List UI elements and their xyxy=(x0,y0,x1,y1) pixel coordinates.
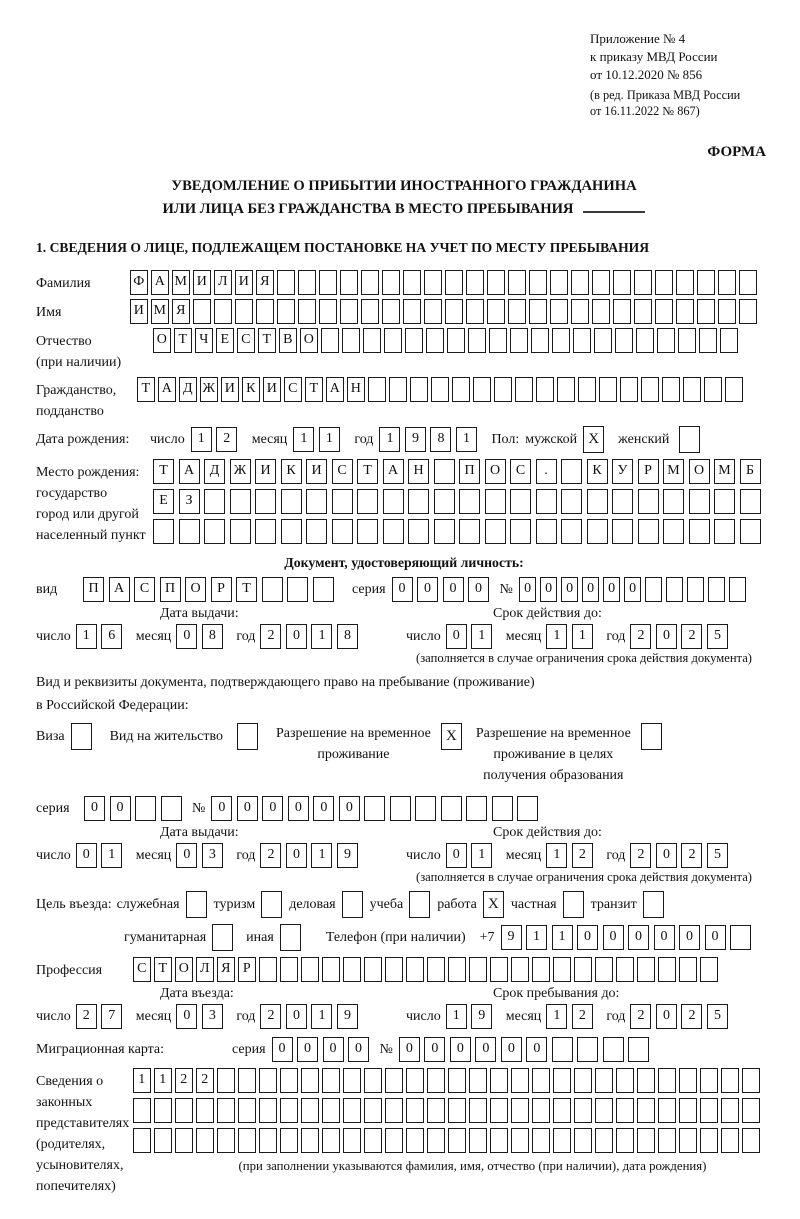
residence-issue-day-boxes[interactable]: 0 1 xyxy=(76,843,127,868)
purpose-sluzhebnaya-checkbox[interactable] xyxy=(186,891,207,918)
residence-issue-month-boxes[interactable]: 0 3 xyxy=(176,843,227,868)
id-doc-date-headings xyxy=(36,606,772,622)
id-doc-heading: Документ, удостоверяющий личность: xyxy=(284,555,524,571)
id-valid-year-boxes[interactable]: 2 0 2 5 xyxy=(630,624,732,649)
residence-valid-year-boxes[interactable]: 2 0 2 5 xyxy=(630,843,732,868)
citizenship-label: Гражданство, подданство xyxy=(36,383,117,420)
id-doc-kind-label: вид xyxy=(36,581,58,597)
migration-number-boxes[interactable]: 0 0 0 0 0 0 xyxy=(399,1037,654,1062)
purpose-option-rabota: работа X xyxy=(437,891,504,918)
temp-residence-edu-checkbox[interactable] xyxy=(641,723,662,750)
migration-series-label: серия xyxy=(232,1041,266,1057)
residence-valid-group: число 0 1 месяц 1 2 год 2 0 2 5 xyxy=(406,843,741,868)
residence-permit-label: Вид на жительство xyxy=(109,728,223,744)
migration-number-label: № xyxy=(379,1041,393,1057)
residence-series-boxes[interactable]: 0 0 xyxy=(84,796,186,821)
id-doc-series-label: серия xyxy=(352,581,386,597)
id-issue-day-boxes[interactable]: 1 6 xyxy=(76,624,127,649)
purpose-option-ucheba: учеба xyxy=(370,891,431,918)
temp-residence-option xyxy=(276,723,462,765)
day-label: число xyxy=(150,431,185,447)
purpose-option-delovaya: деловая xyxy=(289,891,362,918)
guardians-boxes-col xyxy=(133,1068,772,1176)
id-doc-valid-heading: Срок действия до: xyxy=(493,606,602,622)
temp-residence-edu-label: Разрешение на временное проживание в целях получения образования xyxy=(475,726,631,783)
patronymic-boxes[interactable]: О Т Ч Е С Т В О xyxy=(153,328,741,353)
stay-month-boxes[interactable]: 1 2 xyxy=(546,1004,597,1029)
purpose-inaya-checkbox[interactable] xyxy=(280,924,301,951)
annex-note-line: (в ред. Приказа МВД России xyxy=(590,87,741,102)
birthplace-boxes-row3[interactable] xyxy=(153,519,765,544)
residence-valid-month-boxes[interactable]: 1 2 xyxy=(546,843,597,868)
entry-date-headings xyxy=(36,986,772,1002)
visa-option xyxy=(36,723,92,750)
id-doc-series-boxes[interactable]: 0 0 0 0 xyxy=(392,577,494,602)
visa-checkbox[interactable] xyxy=(71,723,92,750)
purpose-delovaya-checkbox[interactable] xyxy=(342,891,363,918)
purpose-ucheba-checkbox[interactable] xyxy=(409,891,430,918)
residence-dates-row xyxy=(36,843,772,868)
firstname-row xyxy=(36,299,772,324)
purpose-tranzit-checkbox[interactable] xyxy=(643,891,664,918)
form-title-line2: ИЛИ ЛИЦА БЕЗ ГРАЖДАНСТВА В МЕСТО ПРЕБЫВАНИЯ xyxy=(36,198,772,221)
profession-boxes[interactable]: С Т О Л Я Р xyxy=(133,957,721,982)
purpose-option-turizm: туризм xyxy=(214,891,283,918)
purpose-row2 xyxy=(36,924,772,951)
annex-block xyxy=(590,30,768,120)
id-issue-year-boxes[interactable]: 2 0 1 8 xyxy=(260,624,362,649)
purpose-turizm-checkbox[interactable] xyxy=(261,891,282,918)
month-label: месяц xyxy=(251,431,288,447)
patronymic-label: Отчество (при наличии) xyxy=(36,334,122,371)
guardians-boxes-row3[interactable] xyxy=(133,1128,772,1153)
annex-line: от 10.12.2020 № 856 xyxy=(590,66,703,82)
id-doc-issue-group: число 1 6 месяц 0 8 год 2 0 1 8 xyxy=(36,624,406,649)
migration-card-row xyxy=(36,1037,772,1062)
male-label: мужской xyxy=(525,431,578,447)
citizenship-boxes[interactable]: Т А Д Ж И К И С Т А Н xyxy=(137,377,746,402)
female-label: женский xyxy=(618,431,670,447)
patronymic-row xyxy=(36,328,772,373)
id-doc-number-boxes[interactable]: 0 0 0 0 0 0 xyxy=(519,577,750,602)
stay-day-boxes[interactable]: 1 9 xyxy=(446,1004,497,1029)
id-valid-month-boxes[interactable]: 1 1 xyxy=(546,624,597,649)
residence-issue-heading: Дата выдачи: xyxy=(160,825,239,840)
purpose-gumanitarnaya-checkbox[interactable] xyxy=(212,924,233,951)
residence-valid-note: (заполняется в случае ограничения срока действия документа) xyxy=(416,870,752,884)
firstname-boxes[interactable]: И М Я xyxy=(130,299,760,324)
male-checkbox[interactable]: X xyxy=(583,426,604,453)
residence-permit-option xyxy=(110,723,258,750)
residence-number-label: № xyxy=(192,800,206,816)
temp-residence-label: Разрешение на временное проживание xyxy=(275,726,431,762)
id-doc-valid-note: (заполняется в случае ограничения срока действия документа) xyxy=(416,651,752,666)
id-issue-month-boxes[interactable]: 0 8 xyxy=(176,624,227,649)
form-label: ФОРМА xyxy=(707,144,766,160)
residence-doc-intro2: в Российской Федерации: xyxy=(36,697,189,713)
entry-month-boxes[interactable]: 0 3 xyxy=(176,1004,227,1029)
purpose-option-gumanitarnaya: гуманитарная xyxy=(124,924,233,951)
citizenship-row xyxy=(36,377,772,422)
purpose-option-tranzit: транзит xyxy=(591,891,664,918)
birthdate-row xyxy=(36,426,772,453)
residence-doc-intro1: Вид и реквизиты документа, подтверждающего право на пребывание (проживание) xyxy=(36,675,535,691)
purpose-rabota-checkbox[interactable]: X xyxy=(483,891,504,918)
birthplace-row xyxy=(36,459,772,549)
residence-valid-day-boxes[interactable]: 0 1 xyxy=(446,843,497,868)
sex-label: Пол: xyxy=(491,431,520,447)
guardians-label: Сведения о законных представителях (родителях, усыновителях, попечителях) xyxy=(36,1074,130,1194)
birthplace-boxes-row1[interactable]: Т А Д Ж И К И С Т А Н П О С . К У Р М О М Б xyxy=(153,459,765,484)
guardians-note: (при заполнении указываются фамилия, имя, отчество (при наличии), дата рождения) xyxy=(238,1159,707,1173)
residence-series-label: серия xyxy=(36,800,70,816)
purpose-row1 xyxy=(36,891,772,918)
purpose-option-inaya: иная xyxy=(246,924,301,951)
residence-issue-year-boxes[interactable]: 2 0 1 9 xyxy=(260,843,362,868)
entry-date-group: число 2 7 месяц 0 3 год 2 0 1 9 xyxy=(36,1004,406,1029)
birthplace-boxes[interactable] xyxy=(153,459,765,549)
visa-label: Виза xyxy=(36,728,65,744)
residence-doc-options-row xyxy=(36,723,772,786)
profession-label: Профессия xyxy=(36,963,103,978)
guardians-row xyxy=(36,1068,772,1197)
phone-label: Телефон (при наличии) xyxy=(325,929,466,945)
id-doc-dates-row xyxy=(36,624,772,649)
firstname-label: Имя xyxy=(36,305,62,321)
female-checkbox[interactable] xyxy=(679,426,700,453)
id-doc-row xyxy=(36,577,772,602)
entry-year-boxes[interactable]: 2 0 1 9 xyxy=(260,1004,362,1029)
stay-until-heading: Срок пребывания до: xyxy=(493,986,620,1001)
stay-year-boxes[interactable]: 2 0 2 5 xyxy=(630,1004,732,1029)
form-title xyxy=(36,175,772,220)
id-doc-kind-boxes[interactable]: П А С П О Р Т xyxy=(83,577,338,602)
form-title-line1: УВЕДОМЛЕНИЕ О ПРИБЫТИИ ИНОСТРАННОГО ГРАЖДАНИНА xyxy=(171,178,637,194)
annex-line: к приказу МВД России xyxy=(590,48,718,64)
surname-row xyxy=(36,270,772,295)
residence-issue-group: число 0 1 месяц 0 3 год 2 0 1 9 xyxy=(36,843,406,868)
id-doc-issue-heading: Дата выдачи: xyxy=(160,606,239,622)
id-doc-number-label: № xyxy=(499,581,513,597)
temp-residence-edu-option xyxy=(476,723,662,786)
migration-series-boxes[interactable]: 0 0 0 0 xyxy=(272,1037,374,1062)
year-label: год xyxy=(354,431,374,447)
birth-year-boxes[interactable]: 1 9 8 1 xyxy=(379,427,481,452)
birthplace-boxes-row2[interactable]: Е З xyxy=(153,489,765,514)
migration-card-label: Миграционная карта: xyxy=(36,1041,165,1057)
blank-underline xyxy=(583,209,645,213)
birth-month-boxes[interactable]: 1 1 xyxy=(293,427,344,452)
stay-until-group: число 1 9 месяц 1 2 год 2 0 2 5 xyxy=(406,1004,741,1029)
guardians-boxes-row1[interactable]: 1 1 2 2 xyxy=(133,1068,772,1093)
residence-valid-heading: Срок действия до: xyxy=(493,825,602,840)
annex-line: Приложение № 4 xyxy=(590,31,686,46)
residence-permit-checkbox[interactable] xyxy=(237,723,258,750)
entry-day-boxes[interactable]: 2 7 xyxy=(76,1004,127,1029)
annex-note-line: от 16.11.2022 № 867) xyxy=(590,104,700,119)
id-doc-valid-group: число 0 1 месяц 1 1 год 2 0 2 5 xyxy=(406,624,741,649)
section1-heading: 1. СВЕДЕНИЯ О ЛИЦЕ, ПОДЛЕЖАЩЕМ ПОСТАНОВКЕ НА УЧЕТ ПО МЕСТУ ПРЕБЫВАНИЯ xyxy=(36,240,650,256)
id-valid-day-boxes[interactable]: 0 1 xyxy=(446,624,497,649)
residence-date-headings xyxy=(36,825,772,841)
phone-boxes[interactable]: 9 1 1 0 0 0 0 0 0 xyxy=(501,925,756,950)
purpose-chastnaya-checkbox[interactable] xyxy=(563,891,584,918)
surname-label: Фамилия xyxy=(36,276,91,292)
birth-day-boxes[interactable]: 1 2 xyxy=(191,427,242,452)
guardians-boxes-row2[interactable] xyxy=(133,1098,772,1123)
birthdate-label: Дата рождения: xyxy=(36,431,130,447)
birthplace-label: Место рождения: государство город или другой населенный пункт xyxy=(36,465,146,544)
phone-prefix: +7 xyxy=(479,929,495,945)
entry-date-heading: Дата въезда: xyxy=(160,986,234,1001)
purpose-option-chastnaya: частная xyxy=(511,891,584,918)
residence-doc-series-row xyxy=(36,796,772,821)
surname-boxes[interactable]: Ф А М И Л И Я xyxy=(130,270,760,295)
purpose-option-sluzhebnaya: служебная xyxy=(117,891,207,918)
residence-number-boxes[interactable]: 0 0 0 0 0 0 xyxy=(211,796,543,821)
temp-residence-checkbox[interactable]: X xyxy=(441,723,462,750)
purpose-label: Цель въезда: xyxy=(36,896,112,912)
profession-row xyxy=(36,957,772,982)
entry-dates-row xyxy=(36,1004,772,1029)
